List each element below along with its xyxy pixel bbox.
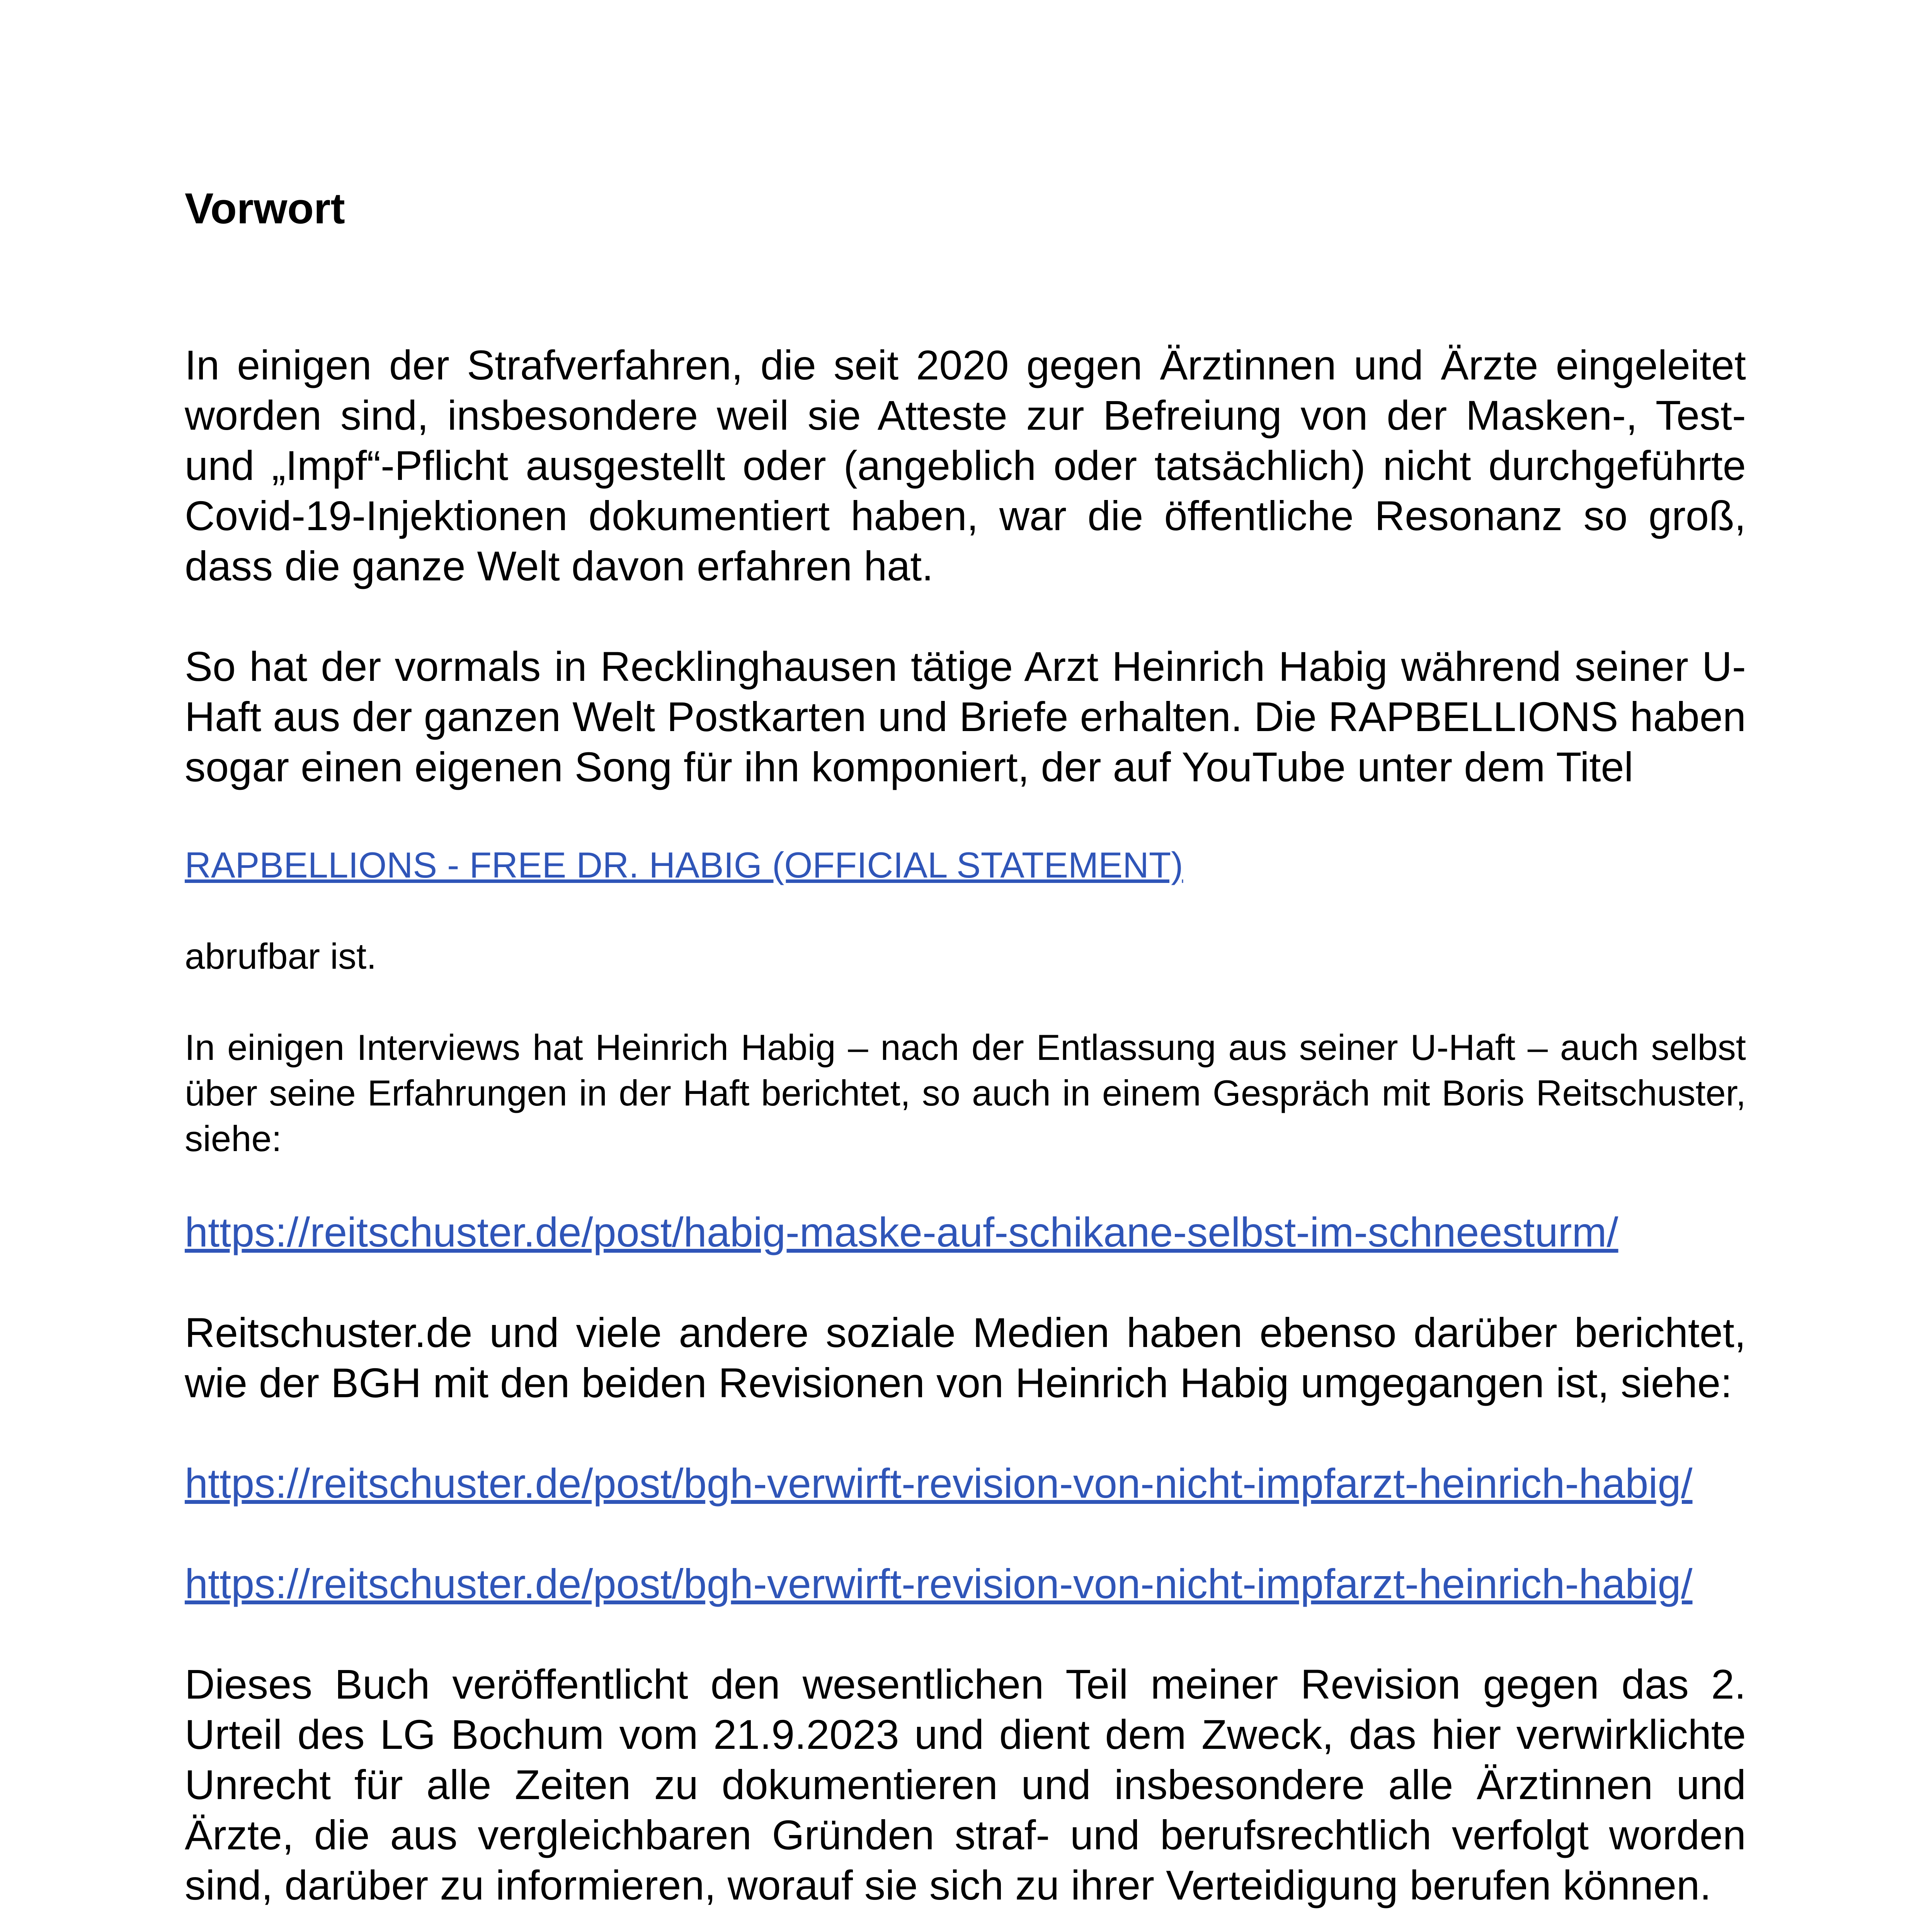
paragraph-abrufbar: abrufbar ist. (185, 936, 377, 976)
video-link-line (185, 842, 1746, 888)
bgh-link-line-2 (185, 1559, 1746, 1609)
reitschuster-interview-link[interactable]: https://reitschuster.de/post/habig-maske-auf-schikane-selbst-im-schneesturm/ (185, 1209, 1618, 1255)
paragraph-interviews: In einigen Interviews hat Heinrich Habig – nach der Entlassung aus seiner U-Haft – auch selbst über seine Erfahrungen in der Haft berichtet, so auch in einem Gespräch mit Boris Reitschuster, siehe: (185, 1027, 1746, 1159)
paragraph-intro: In einigen der Strafverfahren, die seit 2020 gegen Ärztinnen und Ärzte eingeleitet worden sind, insbesondere weil sie Atteste zur Befreiung von der Masken-, Test- und „Impf“-Pflicht ausgestellt oder (angeblich oder tatsächlich) nicht durchgeführte Covid-19-Injektionen dokumentiert haben, war die öffentliche Resonanz so groß, dass die ganze Welt davon erfahren hat. (185, 342, 1746, 589)
bgh-link-line-1 (185, 1458, 1746, 1509)
youtube-video-link[interactable]: RAPBELLIONS - FREE DR. HABIG (OFFICIAL STATEMENT) (185, 845, 1183, 885)
page-content (185, 182, 1746, 1932)
paragraph-bgh-reports: Reitschuster.de und viele andere soziale Medien haben ebenso darüber berichtet, wie der BGH mit den beiden Revisionen von Heinrich Habig umgegangen ist, siehe: (185, 1309, 1746, 1406)
bgh-revision-link-2[interactable]: https://reitschuster.de/post/bgh-verwirft-revision-von-nicht-impfarzt-heinrich-habig/ (185, 1560, 1693, 1607)
paragraph-book-purpose: Dieses Buch veröffentlicht den wesentlichen Teil meiner Revision gegen das 2. Urteil des LG Bochum vom 21.9.2023 und dient dem Zweck, das hier verwirklichte Unrecht für alle Zeiten zu dokumentieren und insbesondere alle Ärztinnen und Ärzte, die aus vergleichbaren Gründen straf- und berufsrechtlich verfolgt worden sind, darüber zu informieren, worauf sie sich zu ihrer Verteidigung berufen können. (185, 1661, 1746, 1908)
interview-link-line (185, 1207, 1746, 1257)
page-title: Vorwort (185, 184, 345, 233)
bgh-revision-link-1[interactable]: https://reitschuster.de/post/bgh-verwirft-revision-von-nicht-impfarzt-heinrich-habig/ (185, 1460, 1693, 1507)
paragraph-habig-uhaft: So hat der vormals in Recklinghausen tätige Arzt Heinrich Habig während seiner U-Haft aus der ganzen Welt Postkarten und Briefe erhalten. Die RAPBELLIONS haben sogar einen eigenen Song für ihn komponiert, der auf YouTube unter dem Titel (185, 643, 1746, 790)
